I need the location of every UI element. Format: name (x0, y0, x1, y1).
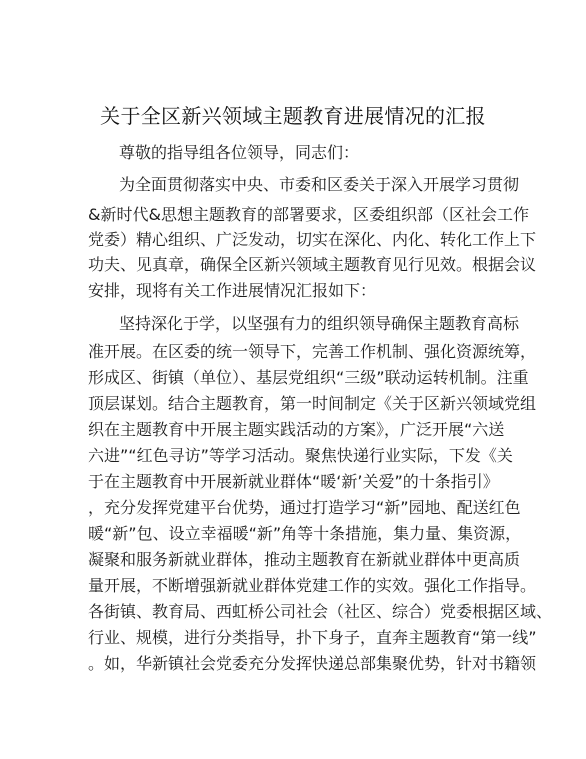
paragraph-line: 量开展，不断增强新就业群体党建工作的实效。强化工作指导。 (88, 576, 537, 595)
paragraph-line: 形成区、街镇（单位）、基层党组织“三级”联动运转机制。注重 (88, 368, 529, 387)
paragraph-line: 顶层谋划。结合主题教育，第一时间制定《关于区新兴领域党组 (88, 394, 537, 413)
paragraph-line: 功夫、见真章，确保全区新兴领域主题教育见行见效。根据会议 (88, 255, 537, 274)
paragraph-line: 织在主题教育中开展主题实践活动的方案》，广泛开展“六送 (88, 420, 505, 439)
paragraph-line: 行业、规模，进行分类指导，扑下身子，直奔主题教育“第一线” (88, 628, 537, 647)
paragraph-line: ，充分发挥党建平台优势，通过打造学习“新”园地、配送红色 (88, 498, 521, 517)
paragraph-line: 凝聚和服务新就业群体，推动主题教育在新就业群体中更高质 (88, 550, 521, 569)
paragraph-line: &新时代&思想主题教育的部署要求，区委组织部（区社会工作 (88, 205, 529, 224)
paragraph-line: 六进”“红色寻访”等学习活动。聚焦快递行业实际，下发《关 (88, 446, 513, 465)
paragraph-line: 党委）精心组织、广泛发动，切实在深化、内化、转化工作上下 (88, 230, 537, 249)
paragraph-line: 坚持深化于学，以坚强有力的组织领导确保主题教育高标 (119, 314, 520, 333)
paragraph-line: 于在主题教育中开展新就业群体“暖‘新’关爱”的十条指引》 (88, 472, 499, 491)
paragraph-line: 为全面贯彻落实中央、市委和区委关于深入开展学习贯彻 (119, 175, 520, 194)
paragraph-line: 各街镇、教育局、西虹桥公司社会（社区、综合）党委根据区域、 (88, 602, 553, 621)
paragraph-line: 暖“新”包、设立幸福暖“新”角等十条措施，集力量、集资源， (88, 524, 522, 543)
paragraph-line: 安排，现将有关工作进展情况汇报如下： (88, 281, 377, 300)
document-title: 关于全区新兴领域主题教育进展情况的汇报 (100, 104, 486, 128)
paragraph-line: 。如，华新镇社会党委充分发挥快递总部集聚优势，针对书籍领 (88, 654, 537, 673)
salutation: 尊敬的指导组各位领导，同志们： (119, 143, 360, 162)
paragraph-line: 准开展。在区委的统一领导下，完善工作机制、强化资源统筹， (88, 342, 537, 361)
